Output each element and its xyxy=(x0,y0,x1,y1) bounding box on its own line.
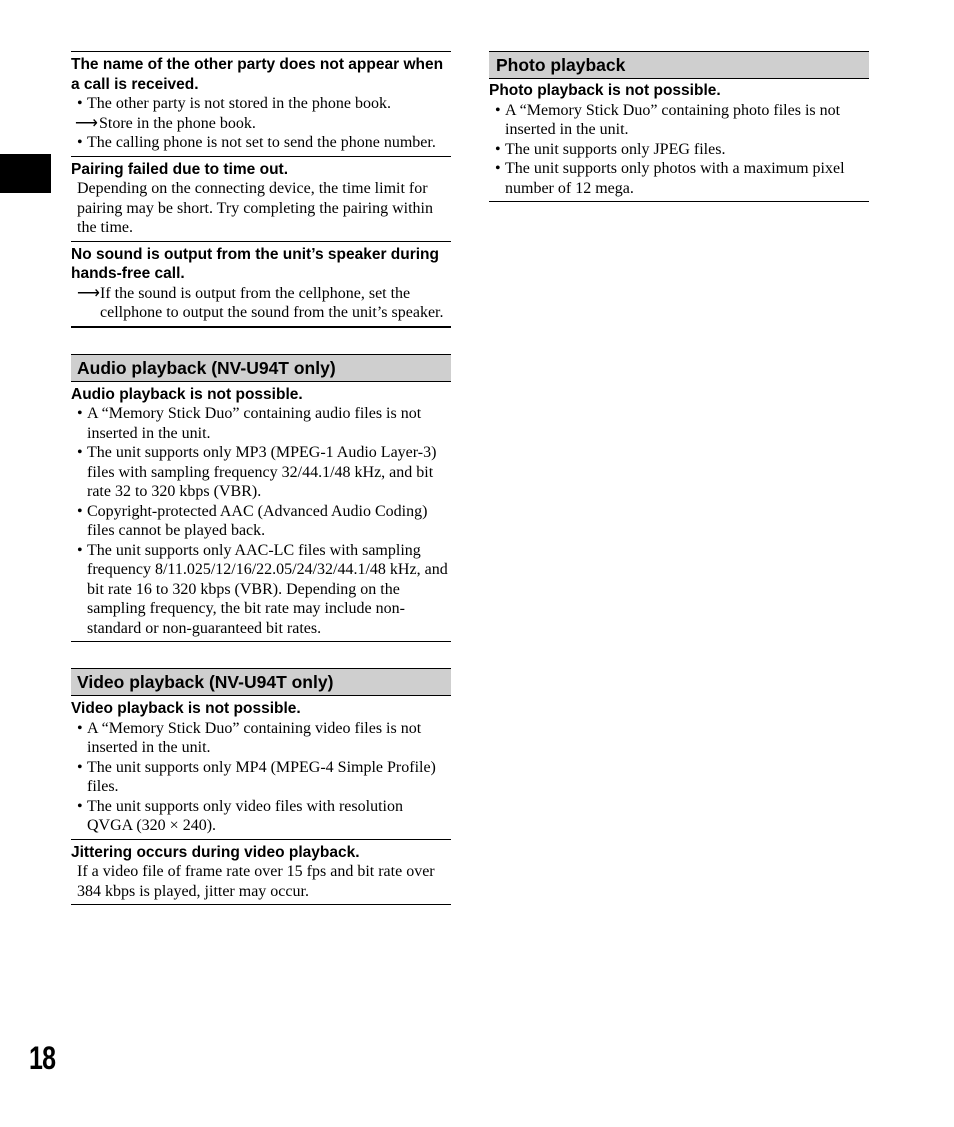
arrow-note: ⟶ If the sound is output from the cellphone, set the cellphone to output the sound from the unit’s speaker. xyxy=(77,284,444,321)
right-arrow-icon: ⟶ xyxy=(75,114,98,132)
section-heading-audio: Audio playback (NV-U94T only) xyxy=(71,354,451,382)
list-item: • The unit supports only video files with resolution QVGA (320 × 240). xyxy=(71,797,451,836)
chapter-tab-marker xyxy=(0,154,51,193)
faq-bullets xyxy=(71,719,451,839)
list-item: • The unit supports only MP4 (MPEG-4 Simple Profile) files. xyxy=(71,758,451,797)
list-item: • The unit supports only JPEG files. xyxy=(489,140,869,160)
faq-question: The name of the other party does not appear when a call is received. xyxy=(71,56,444,93)
faq-question: Pairing failed due to time out. xyxy=(71,160,289,178)
faq-video-jitter xyxy=(71,839,451,906)
arrow-note: ⟶ Store in the phone book. xyxy=(75,114,256,132)
left-column xyxy=(71,51,451,905)
page-number: 18 xyxy=(29,1040,56,1076)
faq-question: Photo playback is not possible. xyxy=(489,82,721,99)
faq-answer: Depending on the connecting device, the time limit for pairing may be short. Try completing the pairing within the time. xyxy=(77,180,433,236)
faq-bullets xyxy=(71,404,451,641)
list-item: • The unit supports only photos with a maximum pixel number of 12 mega. xyxy=(489,159,869,198)
list-item: • Copyright-protected AAC (Advanced Audio Coding) files cannot be played back. xyxy=(71,502,451,541)
faq-question: Audio playback is not possible. xyxy=(71,385,303,403)
faq-question: Jittering occurs during video playback. xyxy=(71,843,360,861)
faq-question: Video playback is not possible. xyxy=(71,700,301,717)
list-item: • The unit supports only AAC-LC files with sampling frequency 8/11.025/12/16/22.05/24/32/44.1/48 kHz, and bit rate 16 to 320 kbps (VBR). Depending on the sampling frequency, the bit rate may include non-standard or non-guaranteed bit rates. xyxy=(71,541,451,639)
section-heading-photo: Photo playback xyxy=(489,51,869,79)
right-column xyxy=(489,51,869,202)
faq-answer: If a video file of frame rate over 15 fps and bit rate over 384 kbps is played, jitter may occur. xyxy=(77,863,435,900)
faq-pairing-timeout xyxy=(71,156,451,241)
list-item: • A “Memory Stick Duo” containing audio files is not inserted in the unit. xyxy=(71,404,451,443)
faq-caller-name xyxy=(71,51,451,156)
list-item: • A “Memory Stick Duo” containing photo files is not inserted in the unit. xyxy=(489,101,869,140)
list-item: • The unit supports only MP3 (MPEG-1 Audio Layer-3) files with sampling frequency 32/44.1/48 kHz, and bit rate 32 to 320 kbps (VBR). xyxy=(71,443,451,502)
right-arrow-icon: ⟶ xyxy=(77,284,100,302)
faq-question: No sound is output from the unit’s speaker during hands-free call. xyxy=(71,245,439,282)
section-heading-video: Video playback (NV-U94T only) xyxy=(71,668,451,696)
faq-video-not-possible xyxy=(71,699,451,839)
faq-no-sound xyxy=(71,241,451,328)
faq-photo xyxy=(489,81,869,202)
list-item: • The calling phone is not set to send the phone number. xyxy=(71,133,451,153)
faq-bullets xyxy=(489,101,869,202)
list-item: • The other party is not stored in the phone book. ⟶ Store in the phone book. xyxy=(71,94,451,133)
faq-audio xyxy=(71,385,451,643)
list-item: • A “Memory Stick Duo” containing video files is not inserted in the unit. xyxy=(71,719,451,758)
faq-bullets xyxy=(71,94,451,156)
